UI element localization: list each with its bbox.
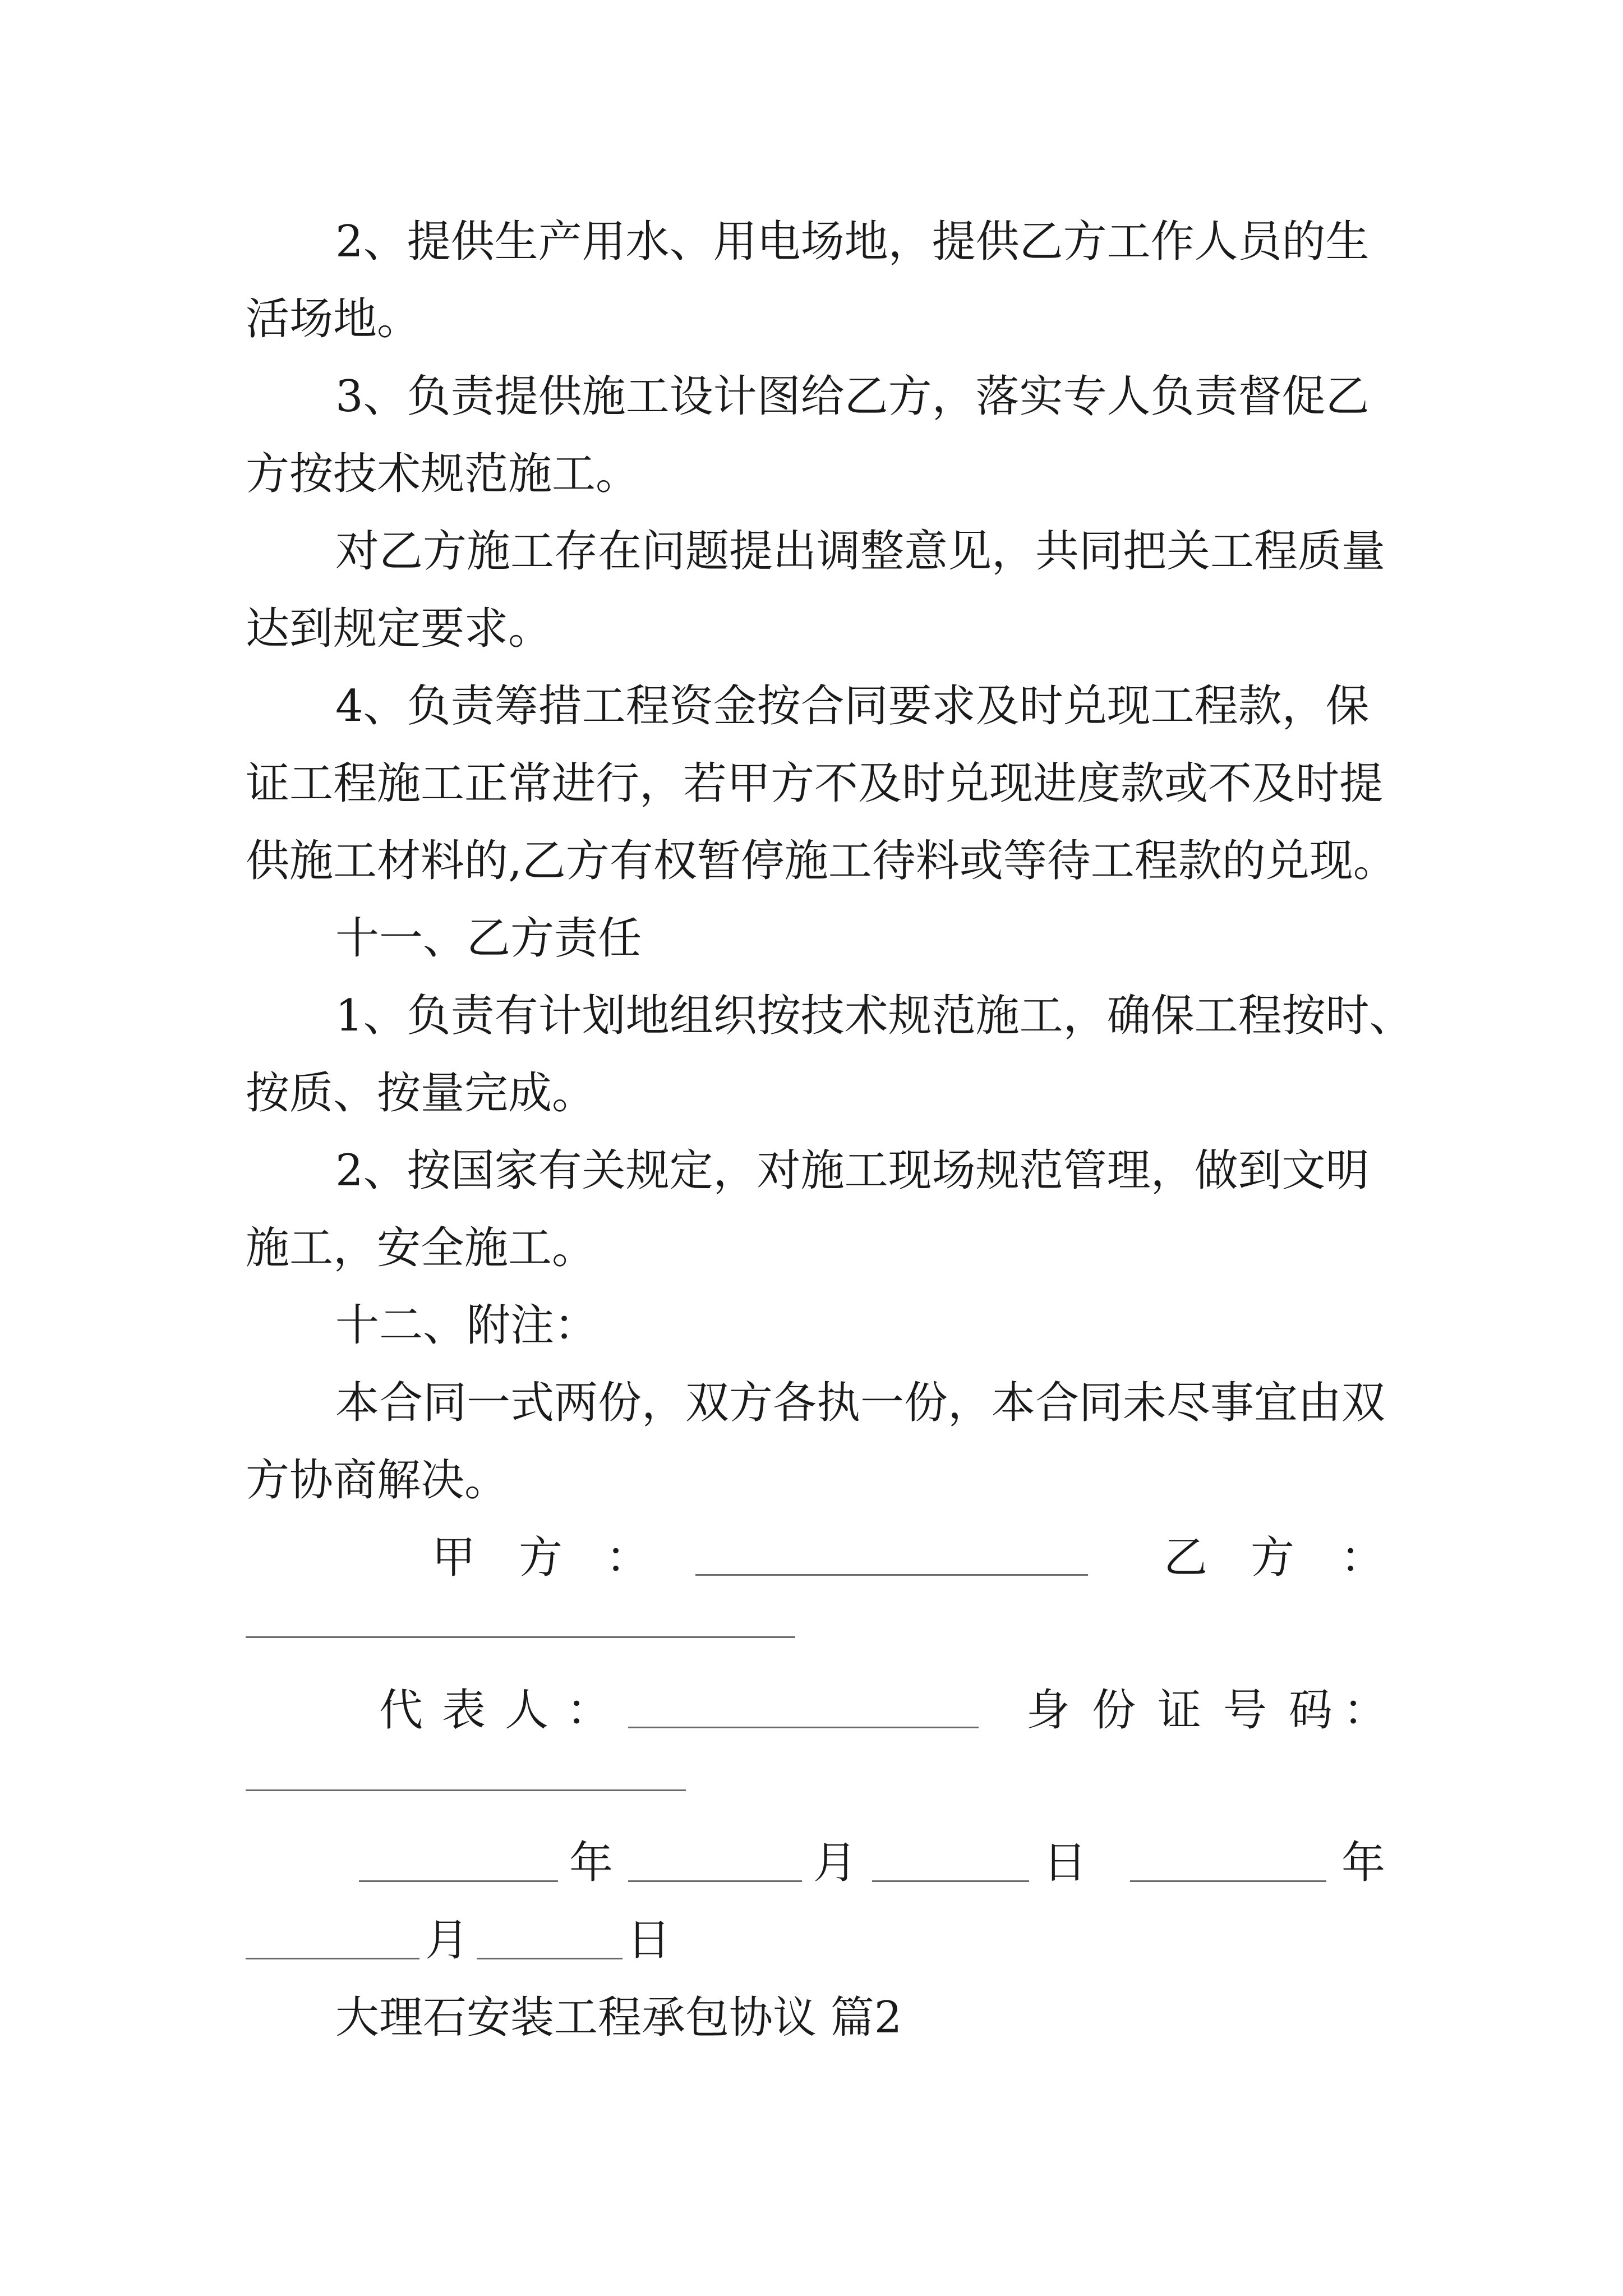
date-day-label: 日 xyxy=(1043,1838,1087,1888)
paragraph-line: 本合同一式两份，双方各执一份，本合同未尽事宜由双 xyxy=(335,1378,1386,1428)
party-a-label-char: 甲 xyxy=(432,1533,476,1583)
date-year-label: 年 xyxy=(1341,1838,1386,1888)
paragraph-line: 供施工材料的,乙方有权暂停施工待料或等待工程款的兑现。 xyxy=(246,836,1397,886)
paragraph-line: 方按技术规范施工。 xyxy=(246,449,640,499)
date-day-label: 日 xyxy=(627,1915,671,1966)
paragraph-line: 按质、按量完成。 xyxy=(246,1068,596,1119)
date-month-label: 月 xyxy=(813,1838,857,1888)
rep-label-char: 人 xyxy=(505,1685,549,1736)
id-number-line xyxy=(246,1789,686,1791)
paragraph-line: 2、提供生产用水、用电场地，提供乙方工作人员的生 xyxy=(335,217,1370,267)
paragraph-line: 活场地。 xyxy=(246,294,421,344)
party-b-label-char: ： xyxy=(1340,1533,1385,1583)
paragraph-line: 4、负责筹措工程资金按合同要求及时兑现工程款，保 xyxy=(335,681,1370,731)
next-section-title: 大理石安装工程承包协议 篇2 xyxy=(335,1993,902,2043)
paragraph-line: 2、按国家有关规定，对施工现场规范管理，做到文明 xyxy=(335,1145,1370,1196)
party-b-label-char: 乙 xyxy=(1164,1533,1208,1583)
date-month-line xyxy=(628,1880,802,1882)
date-year-line xyxy=(359,1880,558,1882)
id-label-char: 号 xyxy=(1223,1685,1267,1736)
date-year-label: 年 xyxy=(569,1838,614,1888)
id-label-char: ： xyxy=(1343,1685,1387,1736)
rep-label-char: 代 xyxy=(379,1685,423,1736)
date-year-line xyxy=(1130,1880,1326,1882)
party-b-signature-line xyxy=(246,1636,795,1638)
id-label-char: 身 xyxy=(1026,1685,1071,1736)
party-a-label-char: ： xyxy=(606,1533,650,1583)
rep-label-char: 表 xyxy=(442,1685,486,1736)
paragraph-line: 施工，安全施工。 xyxy=(246,1223,596,1273)
party-a-label-char: 方 xyxy=(519,1533,563,1583)
paragraph-line: 1、负责有计划地组织按技术规范施工，确保工程按时、 xyxy=(335,991,1413,1041)
id-label-char: 证 xyxy=(1158,1685,1202,1736)
paragraph-line: 3、负责提供施工设计图给乙方，落实专人负责督促乙 xyxy=(335,371,1370,422)
id-label-char: 份 xyxy=(1092,1685,1136,1736)
section-heading: 十一、乙方责任 xyxy=(335,913,642,964)
paragraph-line: 达到规定要求。 xyxy=(246,604,552,654)
representative-signature-line xyxy=(628,1727,979,1728)
date-day-line xyxy=(872,1880,1029,1882)
party-b-label-char: 方 xyxy=(1251,1533,1295,1583)
paragraph-line: 证工程施工正常进行，若甲方不及时兑现进度款或不及时提 xyxy=(246,758,1384,809)
party-a-signature-line xyxy=(695,1574,1088,1576)
id-label-char: 码 xyxy=(1289,1685,1333,1736)
date-month-label: 月 xyxy=(425,1915,469,1966)
rep-label-char: ： xyxy=(566,1685,611,1736)
paragraph-line: 方协商解决。 xyxy=(246,1455,509,1506)
section-heading: 十二、附注： xyxy=(335,1300,598,1351)
paragraph-line: 对乙方施工存在问题提出调整意见，共同把关工程质量 xyxy=(335,526,1386,577)
date-day-line xyxy=(477,1958,623,1959)
date-month-line xyxy=(246,1958,419,1959)
